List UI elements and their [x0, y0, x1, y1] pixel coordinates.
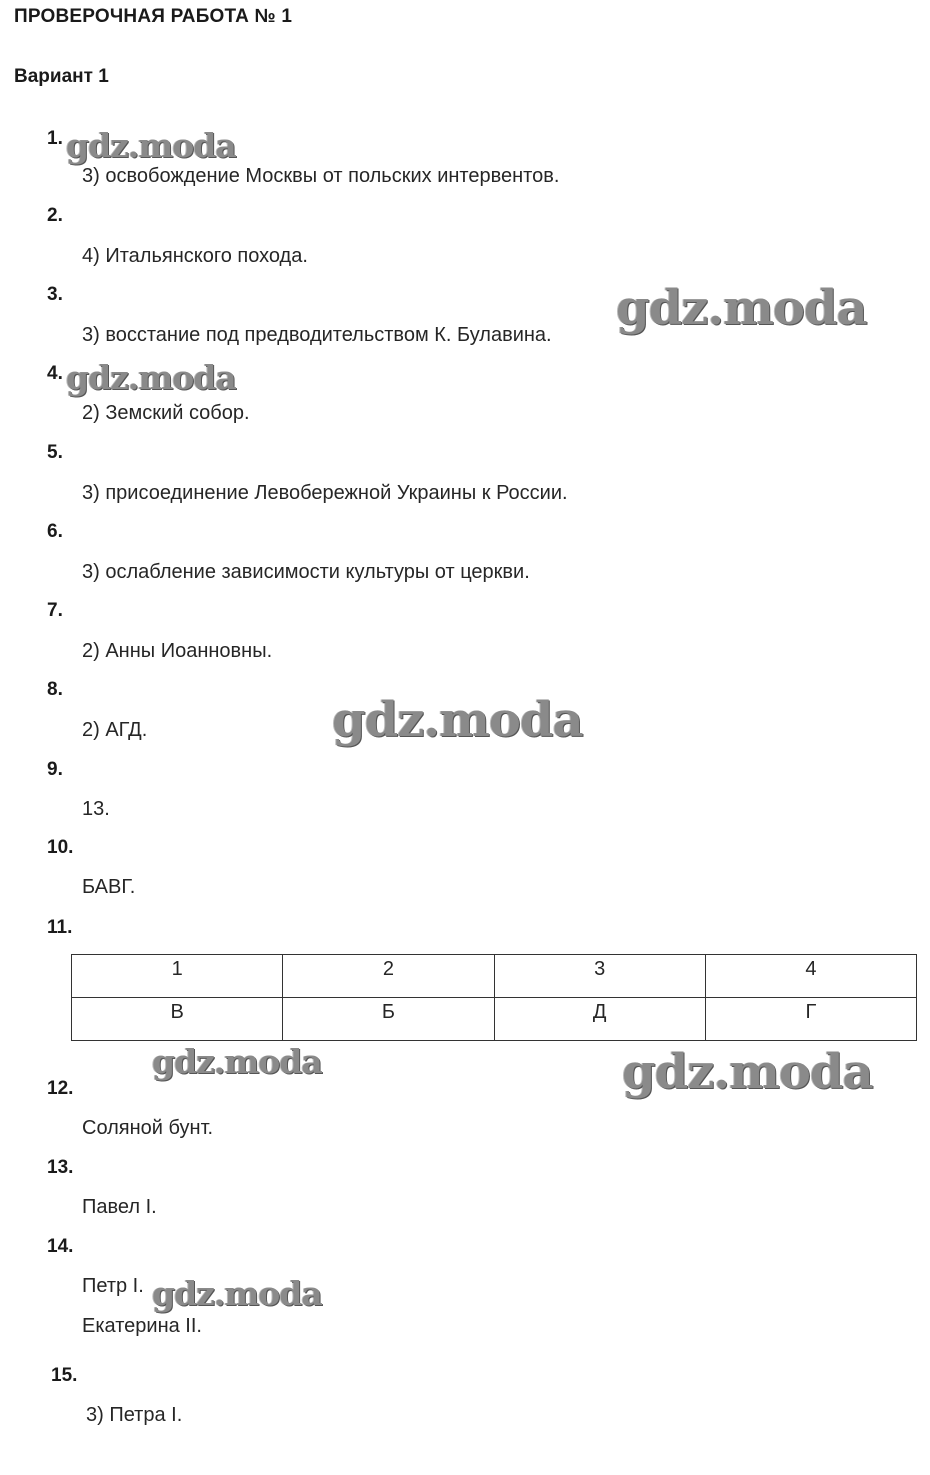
table-row — [72, 998, 917, 1041]
question-number: 11. — [47, 917, 73, 938]
question-number: 6. — [47, 521, 63, 542]
question-number: 4. — [47, 363, 63, 384]
question-number: 9. — [47, 759, 63, 780]
answer-text: 3) Петра I. — [86, 1404, 183, 1426]
answer-text: 3) присоединение Левобережной Украины к России. — [82, 482, 568, 504]
answer-text: 2) Земский собор. — [82, 402, 250, 424]
question-number: 10. — [47, 837, 74, 858]
watermark: gdz.moda — [152, 1042, 322, 1081]
table-row — [72, 955, 917, 998]
question-number: 3. — [47, 284, 63, 305]
table-cell: 4 — [705, 955, 916, 998]
question-number: 13. — [47, 1157, 74, 1178]
table-cell: В — [72, 998, 283, 1041]
question-number: 12. — [47, 1078, 74, 1099]
table-cell: 3 — [494, 955, 705, 998]
question-number: 1. — [47, 128, 63, 149]
table-cell: 1 — [72, 955, 283, 998]
watermark: gdz.moda — [66, 126, 236, 165]
question-number: 5. — [47, 442, 63, 463]
match-table — [71, 954, 917, 1041]
watermark: gdz.moda — [332, 692, 583, 748]
answer-text: 2) Анны Иоанновны. — [82, 640, 273, 662]
table-cell: 2 — [283, 955, 494, 998]
page-title: ПРОВЕРОЧНАЯ РАБОТА № 1 — [14, 6, 293, 27]
answer-text: Павел I. — [82, 1196, 157, 1218]
question-number: 15. — [51, 1365, 78, 1386]
watermark: gdz.moda — [66, 358, 236, 397]
watermark: gdz.moda — [622, 1044, 873, 1100]
answer-text: БАВГ. — [82, 876, 136, 898]
answer-text: Соляной бунт. — [82, 1117, 214, 1139]
table-cell: Д — [494, 998, 705, 1041]
answer-text: Петр I. — [82, 1275, 144, 1297]
question-number: 2. — [47, 205, 63, 226]
table-cell: Г — [705, 998, 916, 1041]
answer-text: 3) ослабление зависимости культуры от церкви. — [82, 561, 530, 583]
variant-heading: Вариант 1 — [14, 66, 109, 87]
answer-text: 3) освобождение Москвы от польских интервентов. — [82, 165, 560, 187]
watermark: gdz.moda — [616, 280, 867, 336]
question-number: 8. — [47, 679, 63, 700]
question-number: 7. — [47, 600, 63, 621]
question-number: 14. — [47, 1236, 74, 1257]
watermark: gdz.moda — [152, 1274, 322, 1313]
table-cell: Б — [283, 998, 494, 1041]
answer-text: 2) АГД. — [82, 719, 148, 741]
answer-text: 3) восстание под предводительством К. Булавина. — [82, 324, 552, 346]
answer-text: Екатерина II. — [82, 1315, 202, 1337]
answer-text: 4) Итальянского похода. — [82, 245, 308, 267]
answer-text: 13. — [82, 798, 110, 820]
